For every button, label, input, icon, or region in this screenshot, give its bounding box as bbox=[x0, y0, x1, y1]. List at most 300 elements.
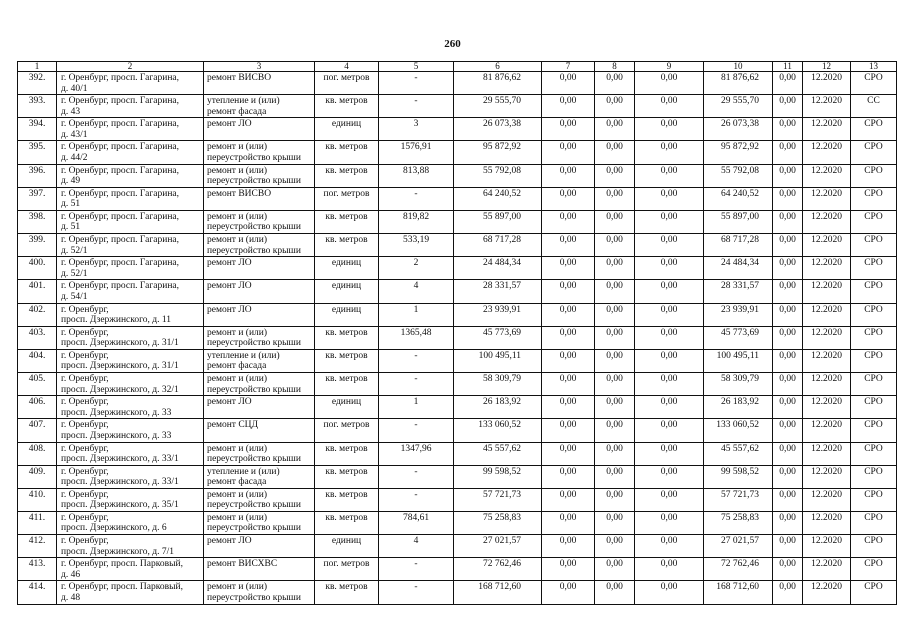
cell-row-number: 404. bbox=[18, 349, 57, 372]
cell-method: СРО bbox=[851, 396, 897, 419]
cell-col-7: 0,00 bbox=[542, 581, 595, 604]
cell-col-10: 58 309,79 bbox=[704, 373, 773, 396]
cell-col-10: 133 060,52 bbox=[704, 419, 773, 442]
cell-row-number: 394. bbox=[18, 118, 57, 141]
cell-col-10: 81 876,62 bbox=[704, 72, 773, 95]
cell-period: 12.2020 bbox=[803, 118, 851, 141]
cell-work-type-line: утепление и (или) bbox=[207, 466, 280, 477]
table-row bbox=[18, 535, 897, 558]
cell-col-7: 0,00 bbox=[542, 234, 595, 257]
header-cell-3: 3 bbox=[204, 62, 315, 72]
cell-row-number: 402. bbox=[18, 303, 57, 326]
cell-method: СРО bbox=[851, 373, 897, 396]
cell-row-number: 399. bbox=[18, 234, 57, 257]
cell-col-9: 0,00 bbox=[635, 396, 704, 419]
cell-quantity: - bbox=[379, 72, 454, 95]
cell-address bbox=[57, 118, 204, 141]
cell-address-line: просп. Дзержинского, д. 33 bbox=[61, 430, 172, 441]
cell-work-type-line: ремонт и (или) bbox=[207, 512, 268, 523]
cell-address-line: г. Оренбург, bbox=[61, 327, 109, 338]
cell-work-type-line: ремонт фасада bbox=[207, 106, 267, 117]
cell-work-type bbox=[204, 187, 315, 210]
cell-address bbox=[57, 419, 204, 442]
cell-row-number: 396. bbox=[18, 164, 57, 187]
cell-col-9: 0,00 bbox=[635, 349, 704, 372]
cell-col-10: 24 484,34 bbox=[704, 257, 773, 280]
cell-unit: пог. метров bbox=[315, 72, 379, 95]
cell-row-number: 393. bbox=[18, 95, 57, 118]
cell-col-8: 0,00 bbox=[595, 326, 635, 349]
cell-address bbox=[57, 141, 204, 164]
cell-address-line: д. 43 bbox=[61, 106, 81, 117]
cell-cost: 26 073,38 bbox=[454, 118, 542, 141]
cell-quantity: 4 bbox=[379, 280, 454, 303]
cell-col-8: 0,00 bbox=[595, 396, 635, 419]
cell-work-type-line: ремонт ЛО bbox=[207, 304, 252, 315]
cell-address bbox=[57, 396, 204, 419]
cell-col-9: 0,00 bbox=[635, 581, 704, 604]
cell-col-10: 100 495,11 bbox=[704, 349, 773, 372]
cell-unit: кв. метров bbox=[315, 326, 379, 349]
cell-col-7: 0,00 bbox=[542, 373, 595, 396]
cell-col-10: 26 073,38 bbox=[704, 118, 773, 141]
cell-address-line: г. Оренбург, bbox=[61, 397, 109, 408]
cell-col-8: 0,00 bbox=[595, 280, 635, 303]
cell-cost: 64 240,52 bbox=[454, 187, 542, 210]
cell-work-type-line: переустройство крыши bbox=[207, 454, 301, 464]
cell-address bbox=[57, 535, 204, 558]
cell-row-number: 400. bbox=[18, 257, 57, 280]
cell-work-type-line: ремонт и (или) bbox=[207, 165, 268, 176]
cell-col-11: 0,00 bbox=[773, 95, 803, 118]
cell-col-11: 0,00 bbox=[773, 396, 803, 419]
cell-col-9: 0,00 bbox=[635, 118, 704, 141]
table-row bbox=[18, 581, 897, 604]
cell-address-line: просп. Дзержинского, д. 31/1 bbox=[61, 361, 179, 372]
cell-quantity: 813,88 bbox=[379, 164, 454, 187]
cell-quantity: 2 bbox=[379, 257, 454, 280]
cell-address-line: г. Оренбург, bbox=[61, 420, 109, 431]
cell-work-type-line: ремонт ЛО bbox=[207, 119, 252, 130]
cell-period: 12.2020 bbox=[803, 373, 851, 396]
cell-unit: единиц bbox=[315, 535, 379, 558]
cell-period: 12.2020 bbox=[803, 488, 851, 511]
cell-method: СРО bbox=[851, 535, 897, 558]
cell-col-9: 0,00 bbox=[635, 511, 704, 534]
cell-col-7: 0,00 bbox=[542, 465, 595, 488]
cell-address bbox=[57, 326, 204, 349]
cell-method: СРО bbox=[851, 442, 897, 465]
cell-row-number: 414. bbox=[18, 581, 57, 604]
cell-row-number: 407. bbox=[18, 419, 57, 442]
cell-quantity: - bbox=[379, 488, 454, 511]
cell-row-number: 398. bbox=[18, 210, 57, 233]
cell-row-number: 401. bbox=[18, 280, 57, 303]
cell-col-9: 0,00 bbox=[635, 72, 704, 95]
cell-address-line: г. Оренбург, bbox=[61, 374, 109, 385]
table-row bbox=[18, 303, 897, 326]
header-cell-11: 11 bbox=[773, 62, 803, 72]
cell-address bbox=[57, 72, 204, 95]
cell-col-7: 0,00 bbox=[542, 511, 595, 534]
cell-address-line: г. Оренбург, просп. Парковый, bbox=[61, 582, 183, 593]
cell-col-7: 0,00 bbox=[542, 442, 595, 465]
cell-cost: 57 721,73 bbox=[454, 488, 542, 511]
cell-col-8: 0,00 bbox=[595, 210, 635, 233]
cell-address bbox=[57, 442, 204, 465]
cell-col-8: 0,00 bbox=[595, 419, 635, 442]
cell-quantity: 784,61 bbox=[379, 511, 454, 534]
cell-col-8: 0,00 bbox=[595, 141, 635, 164]
cell-cost: 95 872,92 bbox=[454, 141, 542, 164]
cell-address-line: г. Оренбург, просп. Парковый, bbox=[61, 559, 183, 570]
cell-row-number: 397. bbox=[18, 187, 57, 210]
cell-period: 12.2020 bbox=[803, 303, 851, 326]
cell-cost: 27 021,57 bbox=[454, 535, 542, 558]
cell-work-type-line: ремонт ВИСВО bbox=[207, 188, 272, 199]
cell-col-7: 0,00 bbox=[542, 210, 595, 233]
cell-unit: кв. метров bbox=[315, 488, 379, 511]
cell-col-7: 0,00 bbox=[542, 257, 595, 280]
header-cell-8: 8 bbox=[595, 62, 635, 72]
cell-address-line: г. Оренбург, просп. Гагарина, bbox=[61, 96, 179, 107]
table-row bbox=[18, 164, 897, 187]
cell-col-8: 0,00 bbox=[595, 234, 635, 257]
cell-address-line: просп. Дзержинского, д. 33/1 bbox=[61, 477, 179, 488]
table-row bbox=[18, 511, 897, 534]
cell-col-10: 29 555,70 bbox=[704, 95, 773, 118]
cell-address bbox=[57, 373, 204, 396]
cell-col-10: 72 762,46 bbox=[704, 558, 773, 581]
cell-work-type bbox=[204, 234, 315, 257]
cell-col-10: 168 712,60 bbox=[704, 581, 773, 604]
cell-work-type-line: ремонт и (или) bbox=[207, 443, 268, 454]
cell-address bbox=[57, 349, 204, 372]
cell-address-line: г. Оренбург, bbox=[61, 304, 109, 315]
cell-address bbox=[57, 280, 204, 303]
cell-cost: 133 060,52 bbox=[454, 419, 542, 442]
cell-cost: 99 598,52 bbox=[454, 465, 542, 488]
cell-cost: 28 331,57 bbox=[454, 280, 542, 303]
cell-col-8: 0,00 bbox=[595, 535, 635, 558]
cell-col-8: 0,00 bbox=[595, 164, 635, 187]
cell-col-10: 26 183,92 bbox=[704, 396, 773, 419]
cell-col-8: 0,00 bbox=[595, 72, 635, 95]
cell-address-line: просп. Дзержинского, д. 31/1 bbox=[61, 338, 179, 349]
cell-work-type bbox=[204, 442, 315, 465]
cell-col-9: 0,00 bbox=[635, 95, 704, 118]
cell-work-type-line: ремонт фасада bbox=[207, 361, 267, 372]
cell-address bbox=[57, 465, 204, 488]
cell-col-8: 0,00 bbox=[595, 95, 635, 118]
table-row bbox=[18, 442, 897, 465]
cell-col-10: 45 557,62 bbox=[704, 442, 773, 465]
cell-method: СРО bbox=[851, 488, 897, 511]
cell-col-9: 0,00 bbox=[635, 488, 704, 511]
cell-col-11: 0,00 bbox=[773, 442, 803, 465]
cell-address bbox=[57, 164, 204, 187]
table-row bbox=[18, 72, 897, 95]
cell-address bbox=[57, 511, 204, 534]
cell-col-10: 55 897,00 bbox=[704, 210, 773, 233]
cell-address-line: д. 52/1 bbox=[61, 268, 88, 279]
cell-unit: кв. метров bbox=[315, 511, 379, 534]
table-row bbox=[18, 280, 897, 303]
cell-work-type bbox=[204, 511, 315, 534]
cell-col-9: 0,00 bbox=[635, 141, 704, 164]
cell-address-line: д. 46 bbox=[61, 569, 81, 580]
cell-col-7: 0,00 bbox=[542, 280, 595, 303]
cell-period: 12.2020 bbox=[803, 465, 851, 488]
cell-unit: единиц bbox=[315, 118, 379, 141]
cell-unit: единиц bbox=[315, 280, 379, 303]
cell-work-type-line: переустройство крыши bbox=[207, 338, 301, 349]
cell-col-8: 0,00 bbox=[595, 442, 635, 465]
cell-col-10: 27 021,57 bbox=[704, 535, 773, 558]
cell-work-type-line: утепление и (или) bbox=[207, 350, 280, 361]
cell-period: 12.2020 bbox=[803, 535, 851, 558]
table-row bbox=[18, 465, 897, 488]
table-header bbox=[18, 62, 897, 72]
cell-address-line: д. 48 bbox=[61, 592, 81, 603]
cell-work-type-line: переустройство крыши bbox=[207, 523, 301, 534]
cell-unit: кв. метров bbox=[315, 164, 379, 187]
cell-work-type-line: ремонт ВИСВО bbox=[207, 73, 272, 83]
cell-quantity: - bbox=[379, 373, 454, 396]
cell-col-7: 0,00 bbox=[542, 72, 595, 95]
cell-quantity: - bbox=[379, 419, 454, 442]
cell-cost: 81 876,62 bbox=[454, 72, 542, 95]
cell-period: 12.2020 bbox=[803, 210, 851, 233]
cell-unit: кв. метров bbox=[315, 234, 379, 257]
cell-address-line: г. Оренбург, просп. Гагарина, bbox=[61, 235, 179, 246]
cell-work-type bbox=[204, 118, 315, 141]
cell-method: СРО bbox=[851, 164, 897, 187]
cell-address-line: г. Оренбург, просп. Гагарина, bbox=[61, 165, 179, 176]
cell-unit: кв. метров bbox=[315, 349, 379, 372]
cell-col-7: 0,00 bbox=[542, 396, 595, 419]
cell-method: СРО bbox=[851, 72, 897, 95]
cell-work-type-line: переустройство крыши bbox=[207, 176, 301, 187]
cell-work-type-line: ремонт фасада bbox=[207, 477, 267, 488]
cell-col-10: 99 598,52 bbox=[704, 465, 773, 488]
table-row bbox=[18, 257, 897, 280]
cell-work-type bbox=[204, 280, 315, 303]
cell-period: 12.2020 bbox=[803, 581, 851, 604]
cell-unit: кв. метров bbox=[315, 210, 379, 233]
cell-col-11: 0,00 bbox=[773, 280, 803, 303]
cell-col-9: 0,00 bbox=[635, 373, 704, 396]
cell-work-type bbox=[204, 373, 315, 396]
cell-address bbox=[57, 303, 204, 326]
cell-address-line: г. Оренбург, bbox=[61, 489, 109, 500]
cell-unit: пог. метров bbox=[315, 187, 379, 210]
cell-period: 12.2020 bbox=[803, 326, 851, 349]
cell-address bbox=[57, 257, 204, 280]
table-row bbox=[18, 373, 897, 396]
cell-work-type-line: переустройство крыши bbox=[207, 592, 301, 603]
cell-col-7: 0,00 bbox=[542, 141, 595, 164]
cell-address-line: просп. Дзержинского, д. 11 bbox=[61, 315, 172, 326]
cell-col-7: 0,00 bbox=[542, 95, 595, 118]
table-row bbox=[18, 210, 897, 233]
cell-work-type-line: ремонт и (или) bbox=[207, 582, 268, 593]
cell-work-type-line: ремонт СЦД bbox=[207, 420, 259, 431]
cell-period: 12.2020 bbox=[803, 164, 851, 187]
cell-work-type-line: ремонт ЛО bbox=[207, 536, 252, 547]
table-row bbox=[18, 419, 897, 442]
cell-col-8: 0,00 bbox=[595, 303, 635, 326]
table-header-row bbox=[18, 62, 897, 72]
cell-address-line: г. Оренбург, просп. Гагарина, bbox=[61, 188, 179, 199]
cell-address bbox=[57, 210, 204, 233]
cell-col-9: 0,00 bbox=[635, 442, 704, 465]
cell-work-type-line: переустройство крыши bbox=[207, 500, 301, 511]
cell-quantity: - bbox=[379, 187, 454, 210]
cell-col-8: 0,00 bbox=[595, 581, 635, 604]
header-cell-12: 12 bbox=[803, 62, 851, 72]
cell-col-9: 0,00 bbox=[635, 187, 704, 210]
cell-method: СРО bbox=[851, 581, 897, 604]
cell-unit: пог. метров bbox=[315, 558, 379, 581]
cell-address-line: просп. Дзержинского, д. 33 bbox=[61, 407, 172, 418]
cell-quantity: 533,19 bbox=[379, 234, 454, 257]
cell-address-line: просп. Дзержинского, д. 33/1 bbox=[61, 454, 179, 464]
cell-col-7: 0,00 bbox=[542, 535, 595, 558]
cell-cost: 58 309,79 bbox=[454, 373, 542, 396]
cell-work-type bbox=[204, 326, 315, 349]
cell-quantity: 4 bbox=[379, 535, 454, 558]
cell-address-line: д. 52/1 bbox=[61, 245, 88, 256]
cell-col-9: 0,00 bbox=[635, 210, 704, 233]
cell-work-type-line: ремонт и (или) bbox=[207, 374, 268, 385]
cell-address bbox=[57, 558, 204, 581]
cell-col-9: 0,00 bbox=[635, 326, 704, 349]
cell-address-line: г. Оренбург, просп. Гагарина, bbox=[61, 73, 179, 83]
cell-quantity: 1576,91 bbox=[379, 141, 454, 164]
cell-method: СРО bbox=[851, 210, 897, 233]
cell-col-7: 0,00 bbox=[542, 349, 595, 372]
cell-cost: 23 939,91 bbox=[454, 303, 542, 326]
cell-address-line: г. Оренбург, просп. Гагарина, bbox=[61, 258, 179, 269]
cell-col-9: 0,00 bbox=[635, 234, 704, 257]
cell-work-type bbox=[204, 95, 315, 118]
cell-quantity: - bbox=[379, 581, 454, 604]
cell-work-type bbox=[204, 141, 315, 164]
cell-address-line: г. Оренбург, просп. Гагарина, bbox=[61, 281, 179, 292]
cell-work-type bbox=[204, 558, 315, 581]
cell-col-9: 0,00 bbox=[635, 419, 704, 442]
cell-col-8: 0,00 bbox=[595, 118, 635, 141]
cell-col-8: 0,00 bbox=[595, 257, 635, 280]
cell-unit: единиц bbox=[315, 396, 379, 419]
cell-col-10: 55 792,08 bbox=[704, 164, 773, 187]
cell-quantity: - bbox=[379, 558, 454, 581]
cell-method: СРО bbox=[851, 118, 897, 141]
cell-address-line: просп. Дзержинского, д. 32/1 bbox=[61, 384, 179, 395]
cell-col-11: 0,00 bbox=[773, 535, 803, 558]
cell-work-type-line: ремонт и (или) bbox=[207, 489, 268, 500]
cell-col-7: 0,00 bbox=[542, 118, 595, 141]
cell-col-11: 0,00 bbox=[773, 187, 803, 210]
table-body bbox=[18, 72, 897, 605]
cell-address bbox=[57, 234, 204, 257]
cell-unit: единиц bbox=[315, 303, 379, 326]
cell-address-line: г. Оренбург, просп. Гагарина, bbox=[61, 211, 179, 222]
cell-unit: пог. метров bbox=[315, 419, 379, 442]
cell-work-type-line: переустройство крыши bbox=[207, 384, 301, 395]
cell-col-9: 0,00 bbox=[635, 535, 704, 558]
header-cell-6: 6 bbox=[454, 62, 542, 72]
cell-col-9: 0,00 bbox=[635, 257, 704, 280]
cell-quantity: 1 bbox=[379, 396, 454, 419]
cell-cost: 26 183,92 bbox=[454, 396, 542, 419]
cell-address-line: д. 43/1 bbox=[61, 129, 88, 140]
cell-col-10: 45 773,69 bbox=[704, 326, 773, 349]
cell-address-line: г. Оренбург, bbox=[61, 512, 109, 523]
cell-row-number: 413. bbox=[18, 558, 57, 581]
cell-work-type-line: ремонт ЛО bbox=[207, 281, 252, 292]
cell-col-10: 23 939,91 bbox=[704, 303, 773, 326]
cell-method: СС bbox=[851, 95, 897, 118]
cell-address-line: д. 51 bbox=[61, 222, 81, 233]
cell-col-11: 0,00 bbox=[773, 234, 803, 257]
cell-col-8: 0,00 bbox=[595, 187, 635, 210]
cell-cost: 168 712,60 bbox=[454, 581, 542, 604]
table-row bbox=[18, 396, 897, 419]
cell-method: СРО bbox=[851, 349, 897, 372]
cell-unit: кв. метров bbox=[315, 95, 379, 118]
cell-address-line: д. 54/1 bbox=[61, 291, 88, 302]
cell-address-line: просп. Дзержинского, д. 7/1 bbox=[61, 546, 175, 557]
cell-col-9: 0,00 bbox=[635, 164, 704, 187]
cell-row-number: 403. bbox=[18, 326, 57, 349]
cell-col-7: 0,00 bbox=[542, 164, 595, 187]
cell-row-number: 412. bbox=[18, 535, 57, 558]
cell-work-type bbox=[204, 465, 315, 488]
cell-work-type bbox=[204, 210, 315, 233]
cell-row-number: 392. bbox=[18, 72, 57, 95]
cell-period: 12.2020 bbox=[803, 95, 851, 118]
cell-cost: 29 555,70 bbox=[454, 95, 542, 118]
cell-work-type bbox=[204, 396, 315, 419]
cell-work-type bbox=[204, 72, 315, 95]
header-cell-9: 9 bbox=[635, 62, 704, 72]
table-row bbox=[18, 558, 897, 581]
cell-col-11: 0,00 bbox=[773, 72, 803, 95]
cell-work-type bbox=[204, 581, 315, 604]
cell-period: 12.2020 bbox=[803, 257, 851, 280]
cell-col-7: 0,00 bbox=[542, 187, 595, 210]
cell-cost: 55 897,00 bbox=[454, 210, 542, 233]
cell-col-11: 0,00 bbox=[773, 373, 803, 396]
cell-col-10: 28 331,57 bbox=[704, 280, 773, 303]
table-row bbox=[18, 349, 897, 372]
cell-method: СРО bbox=[851, 419, 897, 442]
cell-col-7: 0,00 bbox=[542, 303, 595, 326]
cell-cost: 45 557,62 bbox=[454, 442, 542, 465]
cell-period: 12.2020 bbox=[803, 511, 851, 534]
cell-col-11: 0,00 bbox=[773, 511, 803, 534]
cell-method: СРО bbox=[851, 257, 897, 280]
table-row bbox=[18, 326, 897, 349]
cell-work-type-line: переустройство крыши bbox=[207, 152, 301, 163]
cell-address-line: г. Оренбург, bbox=[61, 443, 109, 454]
header-cell-1: 1 bbox=[18, 62, 57, 72]
cell-work-type-line: ремонт и (или) bbox=[207, 211, 268, 222]
cell-period: 12.2020 bbox=[803, 72, 851, 95]
cell-work-type bbox=[204, 349, 315, 372]
